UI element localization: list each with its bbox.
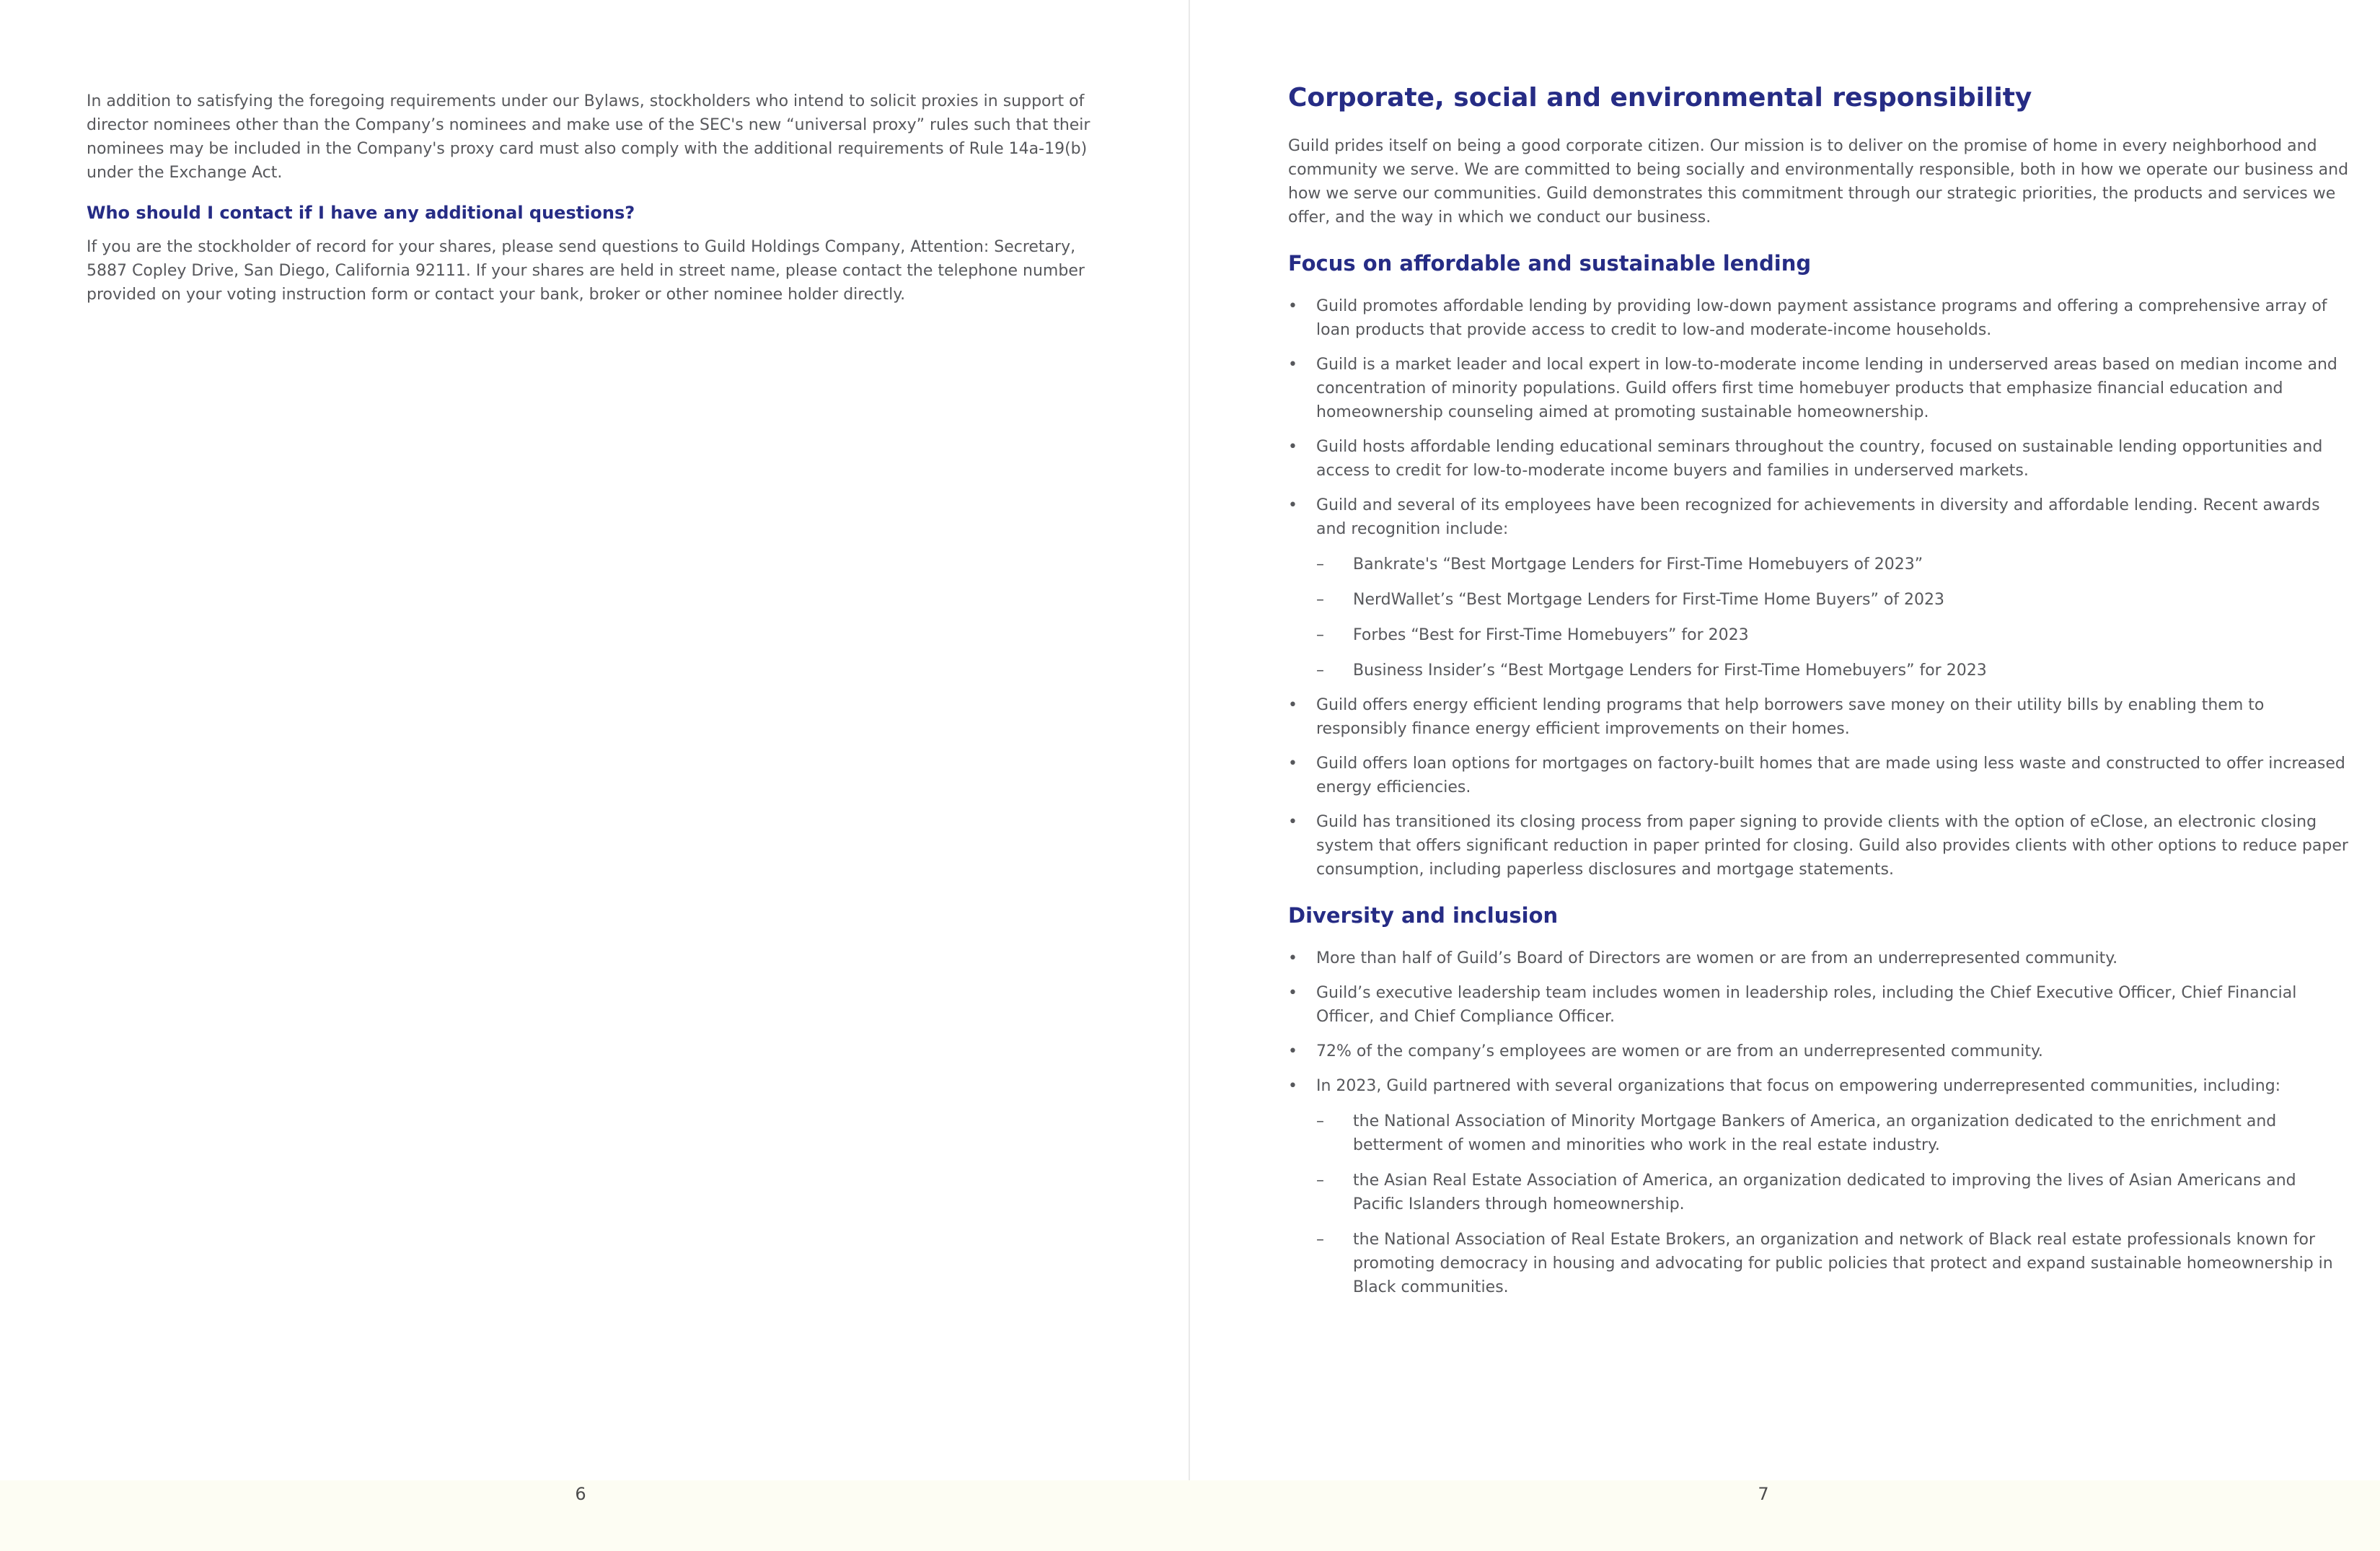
sub-bullet-item bbox=[1316, 1110, 2351, 1157]
bullet-item bbox=[1288, 435, 2351, 483]
sub-bullet-item bbox=[1316, 553, 2351, 576]
dash-marker: – bbox=[1316, 591, 1324, 609]
left-page bbox=[87, 89, 1096, 307]
dash-marker: – bbox=[1316, 1231, 1324, 1249]
bullet-text: More than half of Guild’s Board of Directors are women or are from an underrepresented community. bbox=[1316, 949, 2118, 967]
sub-bullet-text: NerdWallet’s “Best Mortgage Lenders for First-Time Home Buyers” of 2023 bbox=[1353, 591, 1945, 609]
sub-bullet-item bbox=[1316, 1228, 2351, 1299]
sub-bullet-text: Business Insider’s “Best Mortgage Lenders for First-Time Homebuyers” for 2023 bbox=[1353, 662, 1987, 680]
bullet-text: Guild hosts affordable lending educational seminars throughout the country, focused on sustainable lending opportunities and access to credit for low-to-moderate income buyers and families in underserved markets. bbox=[1316, 438, 2323, 480]
bullet-item bbox=[1288, 810, 2351, 882]
page-number-right: 7 bbox=[1758, 1484, 1769, 1504]
bullet-text: Guild promotes affordable lending by providing low-down payment assistance programs and offering a comprehensive array of loan products that provide access to credit to low-and moderate-income households. bbox=[1316, 297, 2327, 339]
question-heading: Who should I contact if I have any additional questions? bbox=[87, 203, 635, 223]
sub-bullet-text: Bankrate's “Best Mortgage Lenders for First-Time Homebuyers of 2023” bbox=[1353, 555, 1923, 574]
bullet-text: Guild’s executive leadership team includes women in leadership roles, including the Chief Executive Officer, Chief Financial Officer, and Chief Compliance Officer. bbox=[1316, 984, 2297, 1026]
bullet-marker: • bbox=[1288, 984, 1297, 1002]
bullet-marker: • bbox=[1288, 1077, 1297, 1095]
intro-paragraph: Guild prides itself on being a good corporate citizen. Our mission is to deliver on the promise of home in every neighborhood and community we serve. We are committed to being socially and environmentally responsible, both in how we operate our business and how we serve our communities. Guild demonstrates this commitment through our strategic priorities, the products and services we offer, and the way in which we conduct our business. bbox=[1288, 137, 2349, 227]
bullet-item bbox=[1288, 294, 2351, 342]
dash-marker: – bbox=[1316, 1112, 1324, 1130]
bullet-item bbox=[1288, 693, 2351, 741]
diversity-bullet-list bbox=[1288, 946, 2351, 1299]
sub-bullet-text: the Asian Real Estate Association of America, an organization dedicated to improving the lives of Asian Americans and Pacific Islanders through homeownership. bbox=[1353, 1172, 2296, 1213]
bullet-text: Guild and several of its employees have been recognized for achievements in diversity and affordable lending. Recent awards and recognition include: bbox=[1316, 496, 2320, 538]
bullet-item bbox=[1288, 752, 2351, 799]
page-title: Corporate, social and environmental responsibility bbox=[1288, 83, 2032, 113]
bullet-item bbox=[1288, 1074, 2351, 1299]
bullet-text: In 2023, Guild partnered with several organizations that focus on empowering underrepresented communities, including: bbox=[1316, 1077, 2281, 1095]
sub-bullet-item bbox=[1316, 659, 2351, 682]
sub-bullet-item bbox=[1316, 623, 2351, 647]
bullet-marker: • bbox=[1288, 496, 1297, 514]
bullet-text: Guild has transitioned its closing process from paper signing to provide clients with the option of eClose, an electronic closing system that offers significant reduction in paper printed for closing. Guild also provides clients with other options to reduce paper consumption, including paperless disclosures and mortgage statements. bbox=[1316, 813, 2348, 879]
bullet-item bbox=[1288, 946, 2351, 970]
page-number-left: 6 bbox=[575, 1484, 586, 1504]
bullet-item bbox=[1288, 1040, 2351, 1063]
bullet-marker: • bbox=[1288, 755, 1297, 773]
bullet-item bbox=[1288, 493, 2351, 682]
sub-bullet-item bbox=[1316, 1169, 2351, 1216]
bullet-marker: • bbox=[1288, 356, 1297, 374]
bullet-text: 72% of the company’s employees are women or are from an underrepresented community. bbox=[1316, 1042, 2043, 1060]
bullet-marker: • bbox=[1288, 1042, 1297, 1060]
contact-paragraph: If you are the stockholder of record for your shares, please send questions to Guild Holdings Company, Attention: Secretary, 5887 Copley Drive, San Diego, California 92111. If your shares are held in street name, please contact the telephone number provided on your voting instruction form or contact your bank, broker or other nominee holder directly. bbox=[87, 238, 1085, 304]
bullet-item bbox=[1288, 353, 2351, 424]
lending-bullet-list bbox=[1288, 294, 2351, 882]
bullet-item bbox=[1288, 981, 2351, 1029]
dash-marker: – bbox=[1316, 662, 1324, 680]
bullet-marker: • bbox=[1288, 297, 1297, 315]
bullet-marker: • bbox=[1288, 949, 1297, 967]
bullet-marker: • bbox=[1288, 696, 1297, 714]
partners-sub-list bbox=[1316, 1110, 2351, 1299]
bullet-text: Guild offers energy efficient lending programs that help borrowers save money on their utility bills by enabling them to responsibly finance energy efficient improvements on their homes. bbox=[1316, 696, 2265, 738]
dash-marker: – bbox=[1316, 626, 1324, 644]
page-divider bbox=[1189, 0, 1190, 1480]
sub-bullet-item bbox=[1316, 588, 2351, 612]
section-heading-lending: Focus on affordable and sustainable lending bbox=[1288, 251, 1812, 276]
awards-sub-list bbox=[1316, 553, 2351, 682]
bullet-text: Guild is a market leader and local expert in low-to-moderate income lending in underserved areas based on median income and concentration of minority populations. Guild offers first time homebuyer products that emphasize financial education and homeownership counseling aimed at promoting sustainable homeownership. bbox=[1316, 356, 2337, 421]
bullet-marker: • bbox=[1288, 813, 1297, 831]
dash-marker: – bbox=[1316, 555, 1324, 574]
bullet-text: Guild offers loan options for mortgages on factory-built homes that are made using less waste and constructed to offer increased energy efficiencies. bbox=[1316, 755, 2345, 796]
footer-band bbox=[0, 1480, 2380, 1551]
sub-bullet-text: Forbes “Best for First-Time Homebuyers” for 2023 bbox=[1353, 626, 1749, 644]
continuation-paragraph: In addition to satisfying the foregoing requirements under our Bylaws, stockholders who intend to solicit proxies in support of director nominees other than the Company’s nominees and make use of the SEC's new “universal proxy” rules such that their nominees may be included in the Company's proxy card must also comply with the additional requirements of Rule 14a-19(b) under the Exchange Act. bbox=[87, 92, 1090, 182]
section-heading-diversity: Diversity and inclusion bbox=[1288, 903, 1559, 928]
sub-bullet-text: the National Association of Real Estate Brokers, an organization and network of Black real estate professionals known for promoting democracy in housing and advocating for public policies that protect and expand sustainable homeownership in Black communities. bbox=[1353, 1231, 2333, 1296]
sub-bullet-text: the National Association of Minority Mortgage Bankers of America, an organization dedicated to the enrichment and betterment of women and minorities who work in the real estate industry. bbox=[1353, 1112, 2277, 1154]
right-page bbox=[1288, 82, 2351, 1310]
bullet-marker: • bbox=[1288, 438, 1297, 456]
dash-marker: – bbox=[1316, 1172, 1324, 1190]
